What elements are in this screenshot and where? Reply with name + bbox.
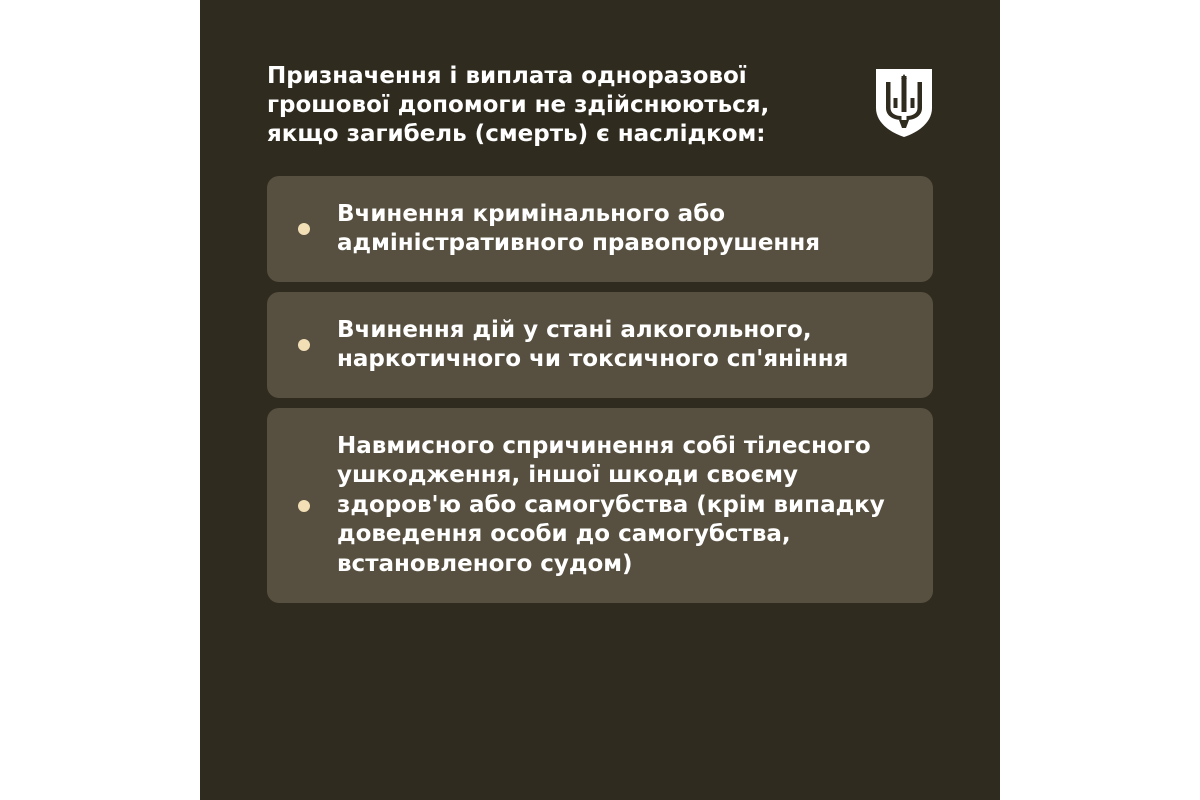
bullet-icon	[298, 223, 310, 235]
list-item	[267, 292, 933, 398]
list-item-text: Вчинення кримінального або адміністративного правопорушення	[337, 200, 820, 256]
trident-shield-icon	[875, 68, 933, 138]
info-card	[200, 0, 1000, 800]
bullet-icon	[298, 339, 310, 351]
bullet-icon	[298, 500, 310, 512]
list-item	[267, 176, 933, 282]
list-item-text: Вчинення дій у стані алкогольного, наркотичного чи токсичного сп'яніння	[337, 316, 849, 372]
list-item	[267, 408, 933, 603]
card-heading: Призначення і виплата одноразової грошової допомоги не здійснюються, якщо загибель (смерть) є наслідком:	[267, 63, 770, 147]
list-item-text: Навмисного спричинення собі тілесного ушкодження, іншої шкоди своєму здоров'ю або самогубства (крім випадку доведення особи до самогубства, встановленого судом)	[337, 432, 885, 577]
conditions-list	[267, 176, 933, 613]
